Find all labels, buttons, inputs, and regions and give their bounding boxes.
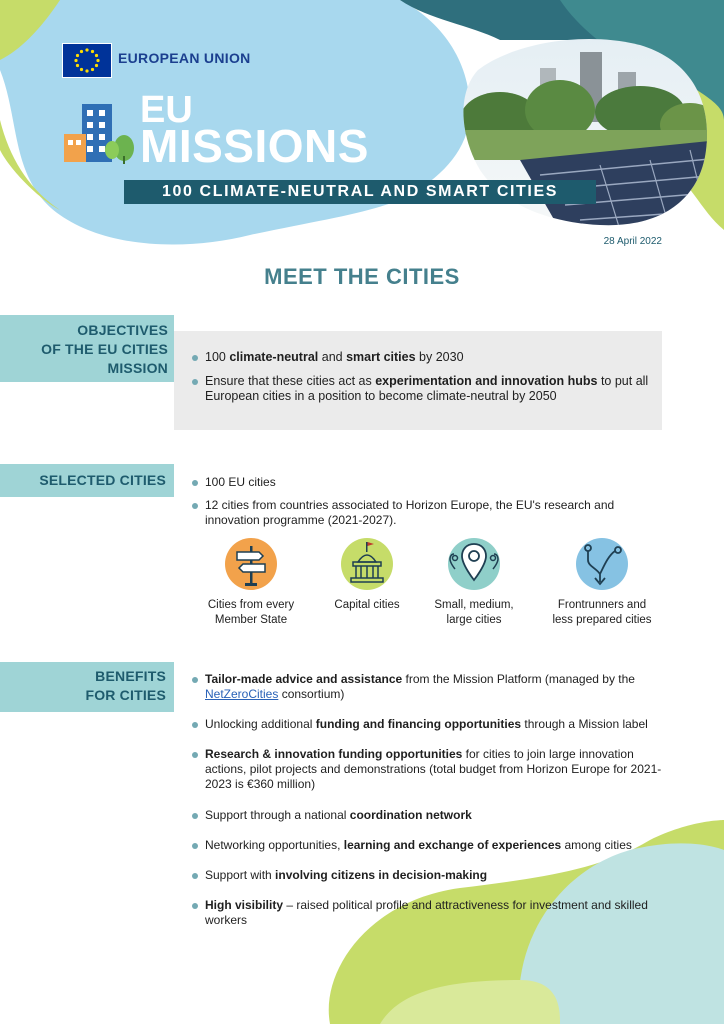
missions-title (140, 89, 369, 172)
objectives-label-line: OBJECTIVES (77, 322, 168, 338)
benefits-label (0, 662, 174, 712)
bold-text: experimentation and innovation hubs (375, 374, 598, 388)
bold-text: High visibility (205, 898, 284, 912)
text-segment: through a Mission label (521, 717, 648, 731)
category-caption: less prepared cities (552, 614, 652, 626)
text-segment: Ensure that these cities act as (205, 374, 376, 388)
capitol-building-icon (341, 538, 393, 590)
bold-text: Tailor-made advice and assistance (205, 672, 403, 686)
text-segment: Networking opportunities, (205, 838, 344, 852)
bold-text: Research & innovation funding opportunities (205, 747, 463, 761)
signpost-icon (225, 538, 277, 590)
objectives-label-line: MISSION (107, 360, 168, 376)
benefit-item (192, 838, 675, 853)
eu-flag-icon (62, 43, 112, 78)
publication-date: 28 April 2022 (603, 236, 662, 247)
objectives-label-line: OF THE EU CITIES (41, 341, 168, 357)
selected-cities-label: SELECTED CITIES (0, 464, 174, 497)
benefit-item (192, 717, 675, 732)
text-segment: by 2030 (415, 350, 464, 364)
text-segment: – raised political profile and attractiveness for investment and skilled workers (205, 898, 648, 927)
text-segment: 100 (205, 350, 230, 364)
page-title: MEET THE CITIES (264, 264, 460, 289)
objectives-label (0, 315, 174, 382)
text-segment: among cities (561, 838, 632, 852)
text-segment: from the Mission Platform (managed by the (402, 672, 635, 686)
text-segment: for cities to join large innovation actions, pilot projects and demonstrations (total budget from Horizon Europe for 2021-2023 is €360 million) (205, 747, 662, 791)
subtitle-banner: 100 CLIMATE-NEUTRAL AND SMART CITIES (124, 180, 596, 204)
benefits-label-line: FOR CITIES (85, 687, 166, 703)
benefit-item (192, 868, 675, 883)
netzerocities-link[interactable]: NetZeroCities (205, 687, 279, 701)
branching-arrow-icon (576, 538, 628, 590)
objective-item (192, 374, 671, 404)
title-line-eu: EU (140, 89, 193, 131)
category-capital (307, 538, 427, 613)
category-caption: Cities from every (207, 599, 295, 611)
bold-text: smart cities (346, 350, 416, 364)
category-caption: large cities (446, 614, 502, 626)
text-segment: Unlocking additional (205, 717, 316, 731)
objective-item (192, 350, 665, 365)
selected-item: 100 EU cities (192, 475, 665, 490)
text-segment: to put all European cities in a position to become climate-neutral by 2050 (205, 374, 649, 403)
text-segment: Support through a national (205, 808, 350, 822)
text-segment: consortium) (278, 687, 345, 701)
text-segment: Support with (205, 868, 276, 882)
category-size (414, 538, 534, 628)
bold-text: coordination network (349, 808, 472, 822)
eu-label: EUROPEAN UNION (118, 50, 251, 66)
bold-text: learning and exchange of experiences (343, 838, 562, 852)
category-caption: Capital cities (334, 599, 400, 611)
benefit-item (192, 898, 655, 928)
bold-text: funding and financing opportunities (315, 717, 522, 731)
benefit-item (192, 747, 675, 792)
benefit-item (192, 672, 675, 702)
text-segment: and (318, 350, 347, 364)
bold-text: climate-neutral (229, 350, 319, 364)
title-line-missions: MISSIONS (140, 120, 369, 172)
category-caption: Frontrunners and (557, 599, 647, 611)
benefit-item (192, 808, 675, 823)
map-pins-icon (448, 538, 500, 590)
category-caption: Small, medium, (434, 599, 514, 611)
bold-text: involving citizens in decision-making (275, 868, 488, 882)
benefits-label-line: BENEFITS (95, 668, 166, 684)
selected-item: 12 cities from countries associated to Horizon Europe, the EU's research and innovation programme (2021-2027). (192, 498, 645, 528)
category-frontrunners (542, 538, 662, 628)
category-caption: Member State (214, 614, 288, 626)
category-member-state (191, 538, 311, 628)
